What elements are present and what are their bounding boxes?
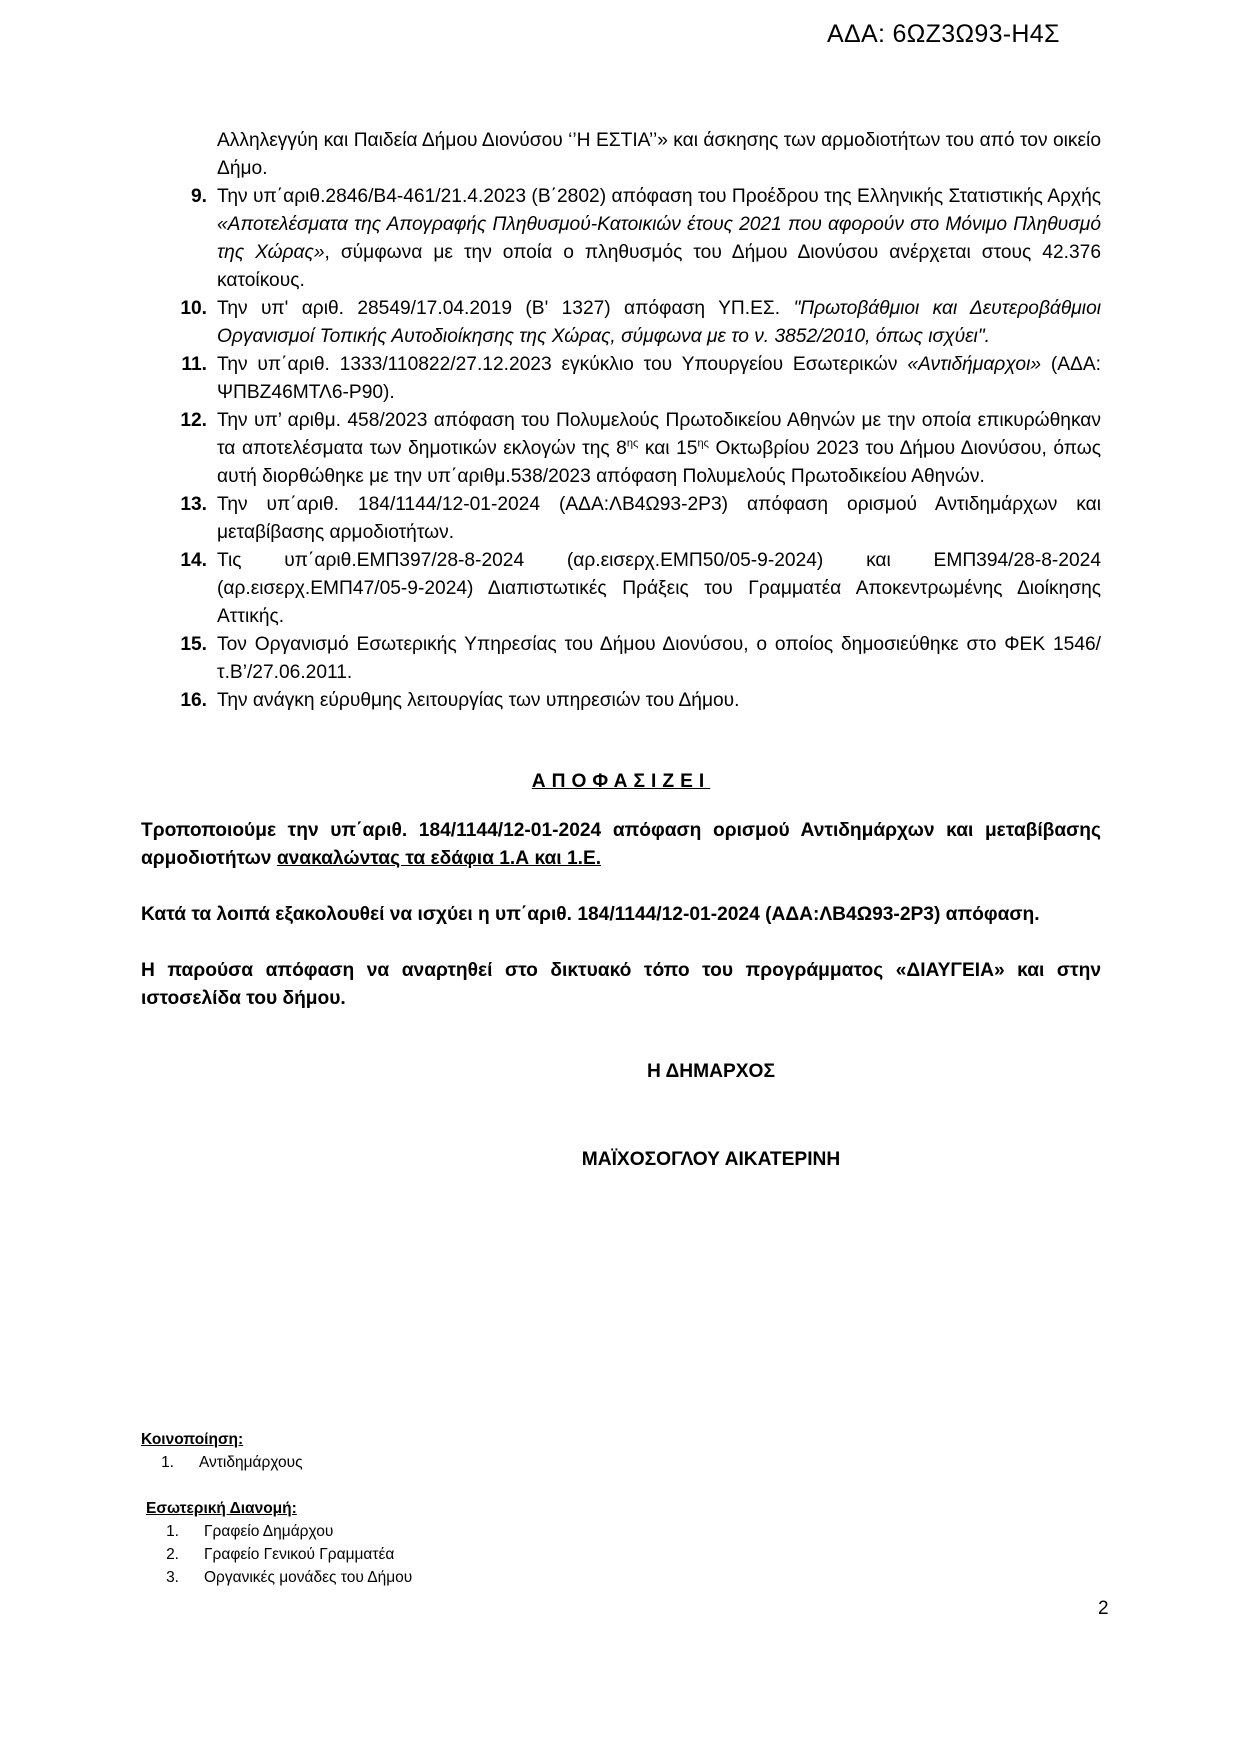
continuation-text: Αλληλεγγύη και Παιδεία Δήμου Διονύσου ‘’Η ΕΣΤΙΑ’’» και άσκησης των αρμοδιοτήτων του από τον οικείο Δήμο. [217, 130, 1101, 179]
list-item-text-part: Την ανάγκη εύρυθμης λειτουργίας των υπηρεσιών του Δήμου. [217, 690, 740, 711]
list-item-number: 14. [180, 550, 207, 571]
list-item [141, 407, 1101, 491]
legal-references-list [141, 183, 1101, 715]
list-item-number: 1. [161, 1454, 174, 1471]
list-item [141, 183, 1101, 295]
list-item-text: Γραφείο Γενικού Γραμματέα [204, 1546, 395, 1563]
list-item-number: 1. [166, 1523, 179, 1540]
list-item-text-part: Την υπ΄αριθ. 184/1144/12-01-2024 (ΑΔΑ:ΛΒ4Ω93-2Ρ3) απόφαση ορισμού Αντιδημάρχων και μεταβίβασης αρμοδιοτήτων. [217, 494, 1101, 543]
list-item-text-part: , σύμφωνα με την οποία ο πληθυσμός του Δήμου Διονύσου ανέρχεται στους 42.376 κατοίκους. [217, 242, 1101, 291]
list-item-text-part: «Αντιδήμαρχοι» [907, 354, 1042, 375]
list-item-number: 2. [166, 1546, 179, 1563]
list-item-text: Γραφείο Δημάρχου [204, 1523, 334, 1540]
list-item [141, 687, 1101, 715]
list-item-text [217, 491, 1101, 547]
notification-block [141, 1428, 303, 1474]
list-item-text-part: «Αποτελέσματα της Απογραφής Πληθυσμού-Κατοικιών έτους 2021 που αφορούν στο Μόνιμο Πληθυσμό της Χώρας» [217, 214, 1101, 263]
list-item-text-part: ης [626, 437, 639, 450]
list-item-number: 11. [181, 354, 207, 375]
list-item [146, 1543, 412, 1566]
list-item-text-part: Την υπ' αριθ. 28549/17.04.2019 (Β' 1327) απόφαση ΥΠ.ΕΣ. [217, 298, 794, 319]
list-item-number: 12. [180, 410, 207, 431]
decision-p1-text: Τροποποιούμε την υπ΄αριθ. 184/1144/12-01-2024 απόφαση ορισμού Αντιδημάρχων και μεταβίβασης αρμοδιοτήτων [141, 820, 1101, 869]
list-item-number: 16. [180, 690, 207, 711]
list-item-text-part: Τις υπ΄αριθ.ΕΜΠ397/28-8-2024 (αρ.εισερχ.ΕΜΠ50/05-9-2024) και ΕΜΠ394/28-8-2024 (αρ.εισερχ.ΕΜΠ47/05-9-2024) Διαπιστωτικές Πράξεις του Γραμματέα Αποκεντρωμένης Διοίκησης Αττικής. [217, 550, 1101, 627]
list-item-text [217, 183, 1101, 295]
page-number: 2 [1098, 1598, 1109, 1619]
list-item-text [217, 351, 1101, 407]
document-body [141, 127, 1101, 1174]
list-item [141, 491, 1101, 547]
signature-name: ΜΑΪΧΟΣΟΓΛΟΥ ΑΙΚΑΤΕΡΙΝΗ [581, 1149, 841, 1170]
list-item-text-part: "Πρωτοβάθμιοι και Δευτεροβάθμιοι Οργανισμοί Τοπικής Αυτοδιοίκησης της Χώρας, σύμφωνα με το ν. 3852/2010, όπως ισχύει". [217, 298, 1101, 347]
internal-list [146, 1520, 412, 1589]
list-item-text-part: Οκτωβρίου 2023 του Δήμου Διονύσου, όπως αυτή διορθώθηκε με την υπ΄αριθμ.538/2023 απόφαση Πολυμελούς Πρωτοδικείου Αθηνών. [217, 438, 1101, 487]
list-item [141, 547, 1101, 631]
list-item-text [217, 547, 1101, 631]
list-item [146, 1520, 412, 1543]
ada-code: ΑΔΑ: 6ΩΖ3Ω93-Η4Σ [827, 20, 1060, 48]
list-item-text-part: ης [697, 437, 709, 450]
decision-paragraph-1 [141, 817, 1101, 873]
list-item-text: Αντιδημάρχους [199, 1454, 303, 1471]
list-item-number: 3. [166, 1569, 179, 1586]
list-item-text [217, 295, 1101, 351]
list-item-text-part: και 15 [638, 438, 698, 459]
list-item-text [217, 687, 1101, 715]
decision-p1-underlined: ανακαλώντας τα εδάφια 1.Α και 1.Ε. [276, 848, 602, 869]
list-item-text-part: Την υπ’ αριθμ. 458/2023 απόφαση του Πολυμελούς Πρωτοδικείου Αθηνών με την οποία επικυρώθηκαν τα αποτελέσματα των δημοτικών εκλογών της 8 [217, 410, 1101, 459]
list-item-text-part: Τον Οργανισμό Εσωτερικής Υπηρεσίας του Δήμου Διονύσου, ο οποίος δημοσιεύθηκε στο ΦΕΚ 1546/τ.Β’/27.06.2011. [217, 634, 1101, 683]
list-item [141, 1451, 303, 1474]
list-item-text: Οργανικές μονάδες του Δήμου [204, 1569, 413, 1586]
list-item-text-part: (ΑΔΑ: ΨΠΒΖ46ΜΤΛ6-Ρ90). [217, 354, 1102, 403]
notification-title: Κοινοποίηση: [141, 1431, 244, 1448]
list-item-text [217, 631, 1101, 687]
list-item-text [217, 407, 1101, 491]
list-item-number: 13. [180, 494, 207, 515]
internal-title: Εσωτερική Διανομή: [146, 1500, 297, 1517]
list-item [141, 351, 1101, 407]
signature-role: Η ΔΗΜΑΡΧΟΣ [647, 1061, 775, 1082]
list-item-text-part: Την υπ΄αριθ. 1333/110822/27.12.2023 εγκύκλιο του Υπουργείου Εσωτερικών [217, 354, 908, 375]
notification-list [141, 1451, 303, 1474]
list-item-number: 15. [180, 634, 207, 655]
list-item-text-part: Την υπ΄αριθ.2846/Β4-461/21.4.2023 (Β΄2802) απόφαση του Προέδρου της Ελληνικής Στατιστικής Αρχής [217, 186, 1101, 207]
list-item-number: 10. [180, 298, 207, 319]
decision-paragraph-2: Κατά τα λοιπά εξακολουθεί να ισχύει η υπ΄αριθ. 184/1144/12-01-2024 (ΑΔΑ:ΛΒ4Ω93-2Ρ3) απόφαση. [141, 904, 1040, 925]
decision-paragraph-3: Η παρούσα απόφαση να αναρτηθεί στο δικτυακό τόπο του προγράμματος «ΔΙΑΥΓΕΙΑ» και στην ιστοσελίδα του δήμου. [141, 960, 1101, 1009]
list-item [141, 295, 1101, 351]
internal-distribution-block [146, 1497, 412, 1589]
list-item-number: 9. [190, 186, 207, 207]
list-item [146, 1566, 412, 1589]
decision-heading: ΑΠΟΦΑΣΙΖΕΙ [531, 771, 711, 792]
list-item [141, 631, 1101, 687]
